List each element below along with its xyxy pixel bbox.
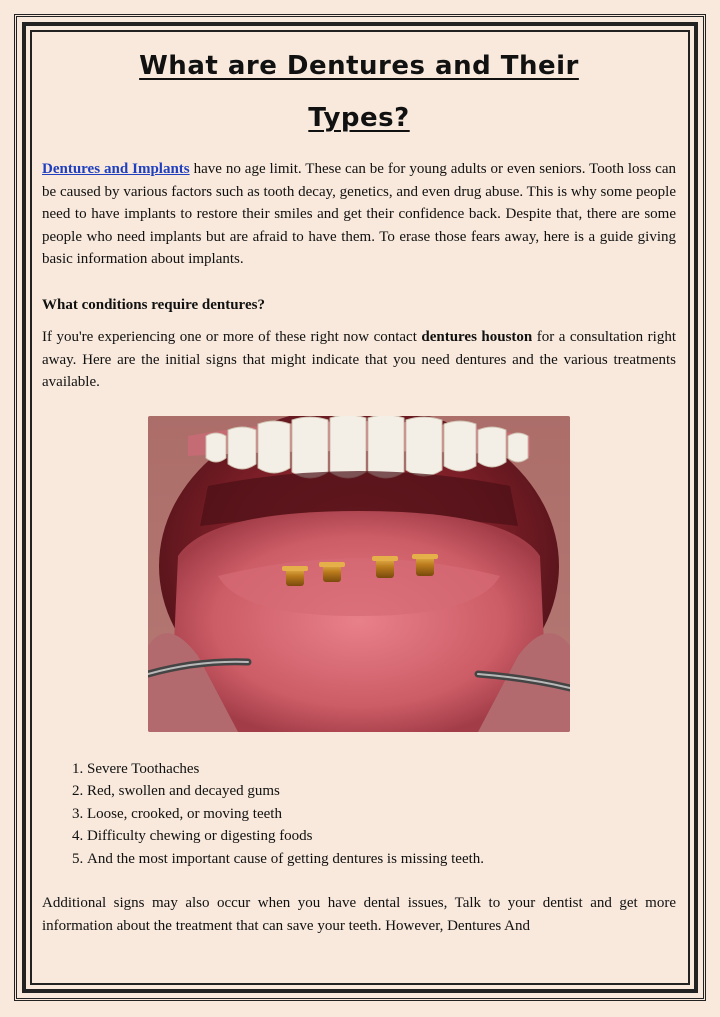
- list-item: 1. Severe Toothaches: [87, 758, 676, 781]
- conditions-paragraph: [42, 326, 676, 394]
- dental-implants-photo: [148, 416, 570, 732]
- document-body: [42, 40, 676, 937]
- symptoms-list: [42, 758, 676, 871]
- mouth-implants-illustration: [148, 416, 570, 732]
- list-item: 4. Difficulty chewing or digesting foods: [87, 825, 676, 848]
- section-heading: What conditions require dentures?: [42, 296, 265, 313]
- dentures-implants-link[interactable]: Dentures and Implants: [42, 161, 190, 177]
- additional-signs-paragraph: Additional signs may also occur when you have dental issues, Talk to your dentist and get more information about the treatment that can save your teeth. However, Dentures And: [42, 895, 676, 934]
- list-item: 2. Red, swollen and decayed gums: [87, 780, 676, 803]
- list-item: 3. Loose, crooked, or moving teeth: [87, 803, 676, 826]
- conditions-text-before: If you're experiencing one or more of these right now contact: [42, 329, 422, 345]
- title-line-1: What are Dentures and Their: [139, 51, 579, 81]
- conditions-text-after: for a consultation right away. Here are the initial signs that might indicate that you need dentures and the various treatments available.: [42, 329, 676, 390]
- list-item: 5. And the most important cause of getting dentures is missing teeth.: [87, 848, 676, 871]
- dentures-houston-bold: dentures houston: [421, 329, 533, 345]
- intro-paragraph: [42, 158, 676, 271]
- title-line-2: Types?: [308, 103, 410, 133]
- intro-text: have no age limit. These can be for young adults or even seniors. Tooth loss can be caused by various factors such as tooth decay, genetics, and even drug abuse. This is why some people need to have implants to restore their smiles and get their confidence back. Despite that, there are some people who need implants but are afraid to have them. To erase those fears away, here is a guide giving basic information about implants.: [42, 161, 676, 267]
- page-title: [42, 40, 676, 144]
